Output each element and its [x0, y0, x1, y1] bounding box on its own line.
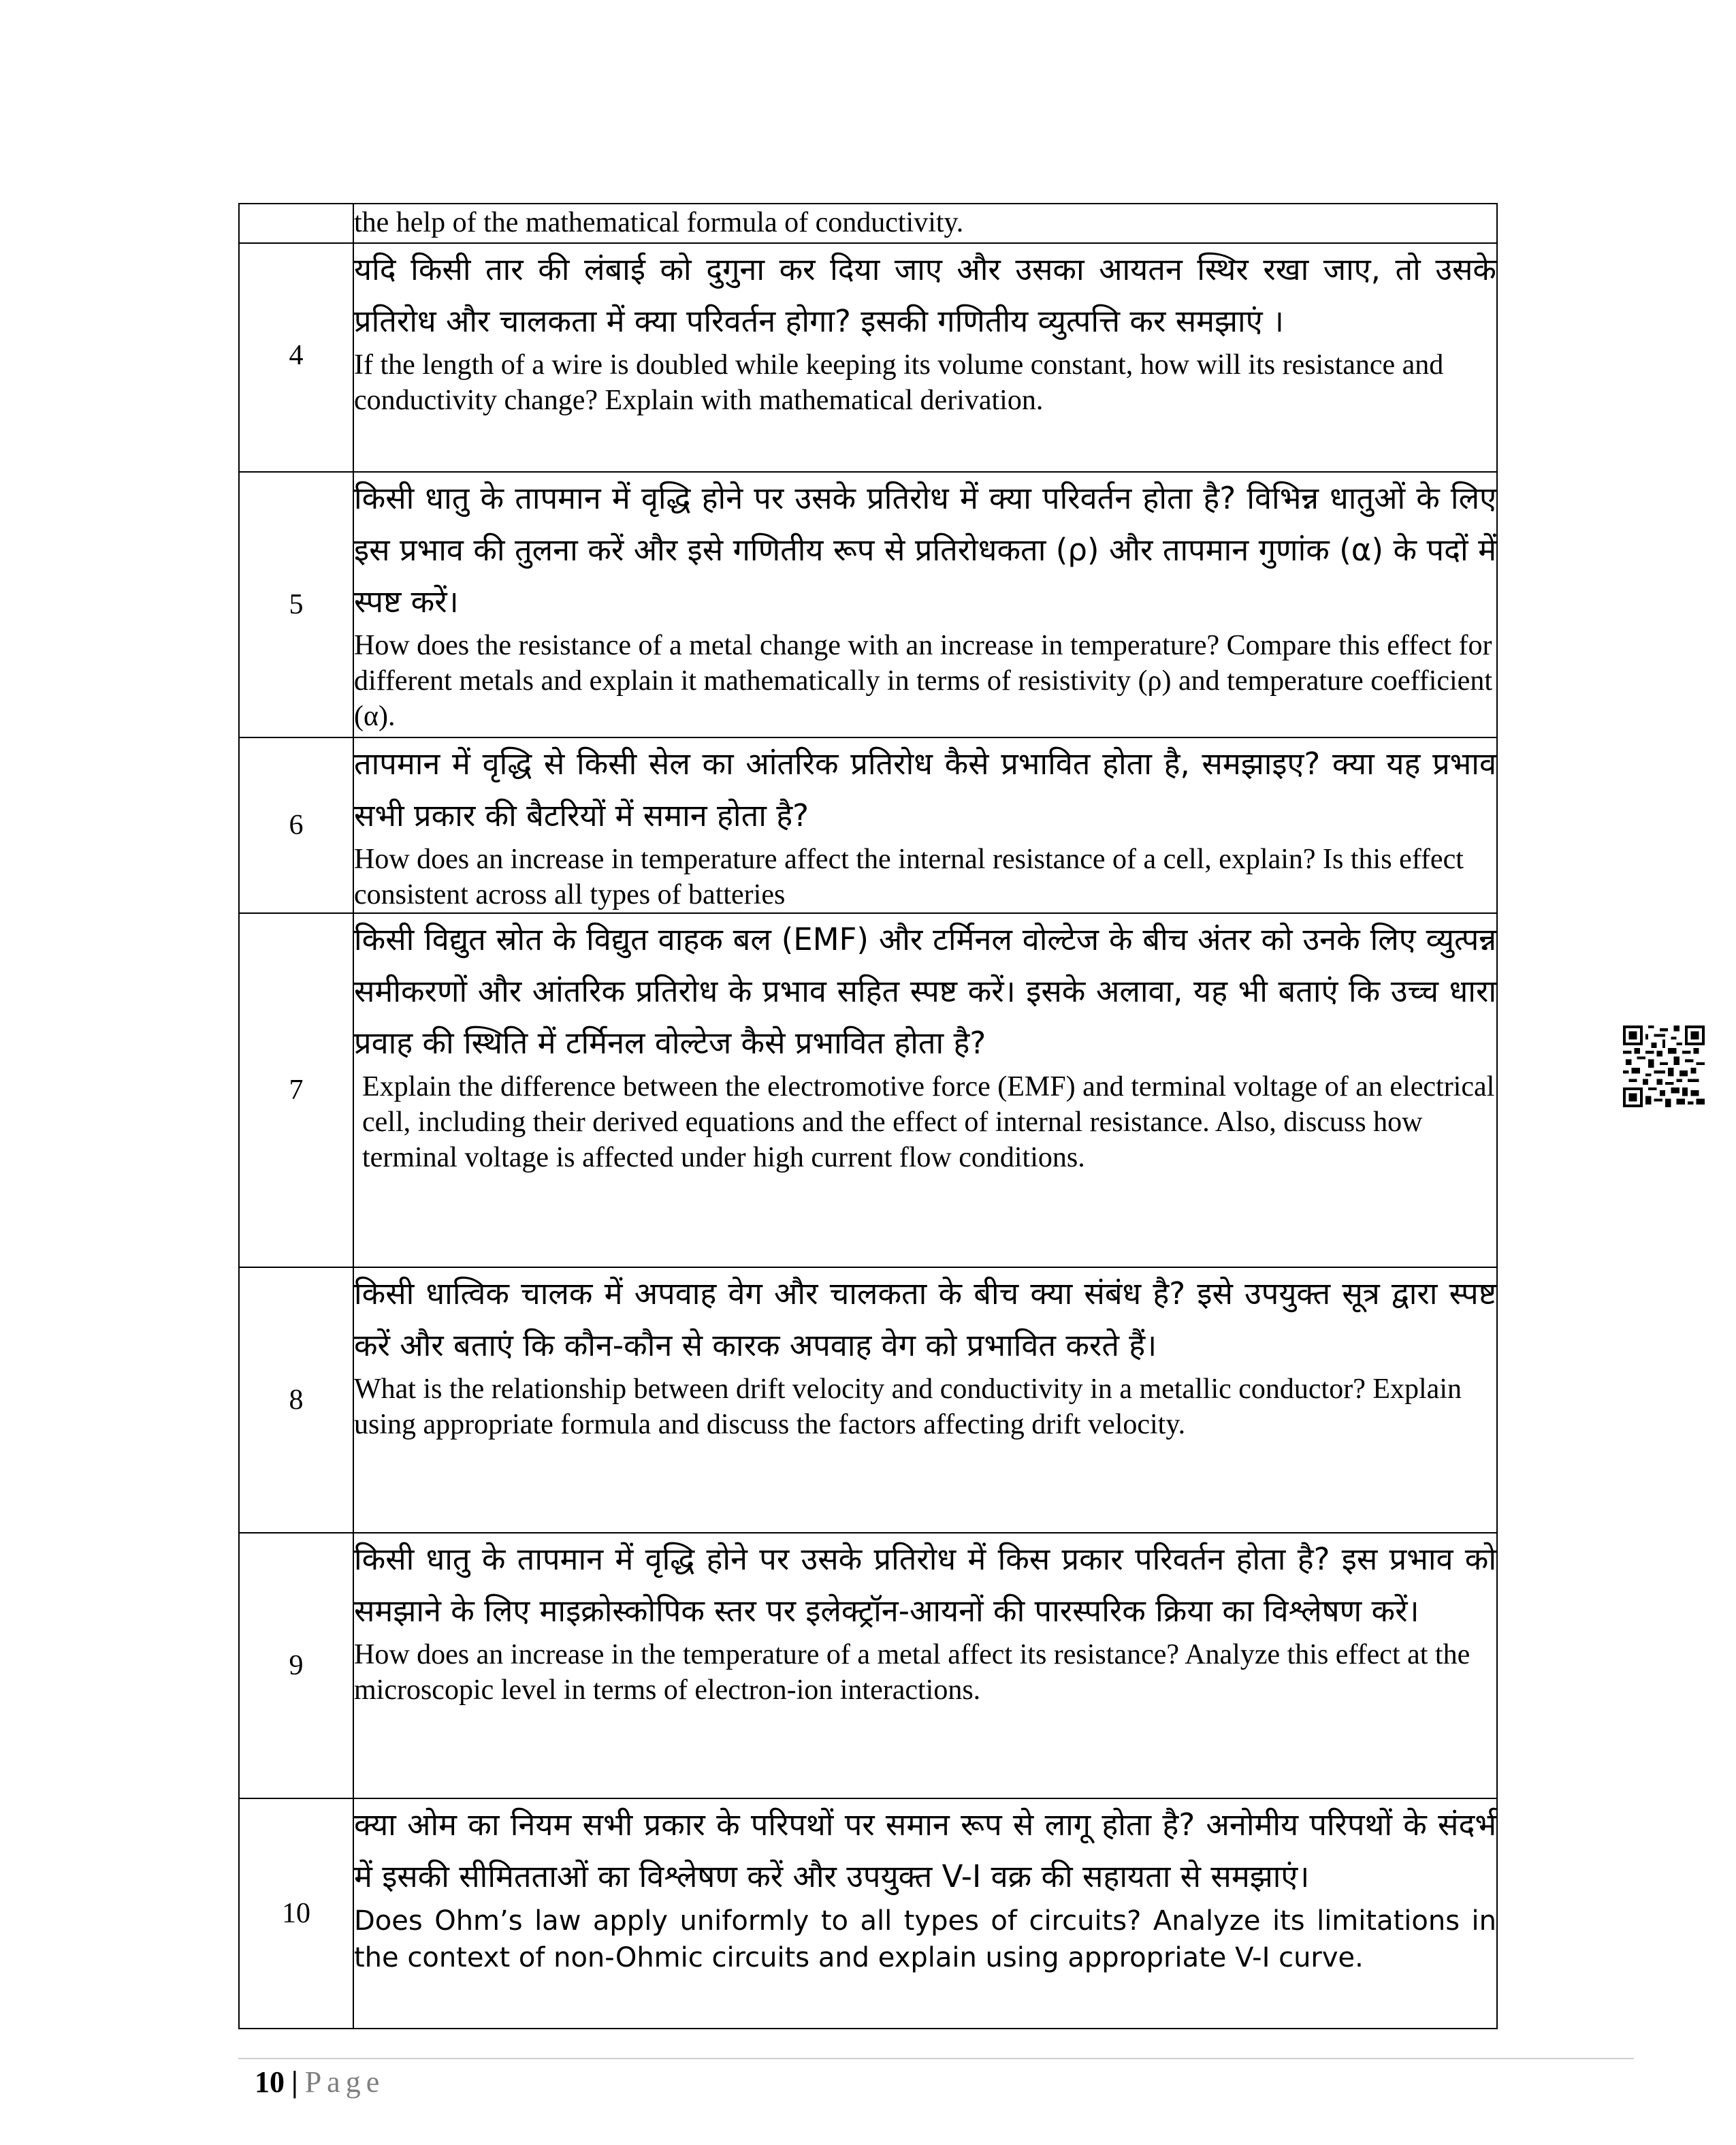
question-number: 6	[239, 737, 353, 913]
question-english: What is the relationship between drift velocity and conductivity in a metallic conductor? Explain using appropriate formula and discuss the factors affecting drift velocity.	[354, 1373, 1462, 1440]
table-row	[239, 1798, 1497, 2029]
question-hindi: तापमान में वृद्धि से किसी सेल का आंतरिक प्रतिरोध कैसे प्रभावित होता है, समझाइए? क्या यह प्रभाव सभी प्रकार की बैटरियों में समान होता है?	[354, 746, 1496, 833]
question-number	[239, 204, 353, 243]
question-hindi: यदि किसी तार की लंबाई को दुगुना कर दिया जाए और उसका आयतन स्थिर रखा जाए, तो उसके प्रतिरोध और चालकता में क्या परिवर्तन होगा? इसकी गणितीय व्युत्पत्ति कर समझाएं ।	[354, 251, 1496, 339]
page-number: 10	[255, 2065, 285, 2099]
question-number: 8	[239, 1267, 353, 1533]
question-hindi: किसी धात्विक चालक में अपवाह वेग और चालकता के बीच क्या संबंध है? इसे उपयुक्त सूत्र द्वारा स्पष्ट करें और बताएं कि कौन-कौन से कारक अपवाह वेग को प्रभावित करते हैं।	[354, 1275, 1496, 1363]
question-number: 5	[239, 472, 353, 737]
question-content	[353, 1533, 1497, 1798]
question-hindi: किसी धातु के तापमान में वृद्धि होने पर उसके प्रतिरोध में क्या परिवर्तन होता है? विभिन्न धातुओं के लिए इस प्रभाव की तुलना करें और इसे गणितीय रूप से प्रतिरोधकता (ρ) और तापमान गुणांक (α) के पदों में स्पष्ट करें।	[354, 480, 1496, 620]
question-content	[353, 243, 1497, 472]
page-label: Page	[304, 2065, 385, 2099]
footer-divider	[238, 2058, 1634, 2059]
question-english: How does an increase in the temperature of a metal affect its resistance? Analyze this effect at the microscopic level in terms of electron-ion interactions.	[354, 1639, 1470, 1706]
table-row	[239, 1267, 1497, 1533]
question-content	[353, 204, 1497, 243]
question-hindi: किसी विद्युत स्रोत के विद्युत वाहक बल (EMF) और टर्मिनल वोल्टेज के बीच अंतर को उनके लिए व्युत्पन्न समीकरणों और आंतरिक प्रतिरोध के प्रभाव सहित स्पष्ट करें। इसके अलावा, यह भी बताएं कि उच्च धारा प्रवाह की स्थिति में टर्मिनल वोल्टेज कैसे प्रभावित होता है?	[354, 921, 1496, 1061]
table-row	[239, 472, 1497, 737]
footer-separator: |	[291, 2065, 298, 2099]
question-content	[353, 472, 1497, 737]
table-row	[239, 243, 1497, 472]
question-number: 9	[239, 1533, 353, 1798]
table-row	[239, 737, 1497, 913]
question-number: 4	[239, 243, 353, 472]
question-hindi: क्या ओम का नियम सभी प्रकार के परिपथों पर समान रूप से लागू होता है? अनोमीय परिपथों के संदर्भ में इसकी सीमितताओं का विश्लेषण करें और उपयुक्त V-I वक्र की सहायता से समझाएं।	[354, 1807, 1496, 1894]
question-number: 10	[239, 1798, 353, 2029]
question-content	[353, 1267, 1497, 1533]
table-row	[239, 1533, 1497, 1798]
page-footer	[255, 2065, 385, 2099]
question-english: How does the resistance of a metal change with an increase in temperature? Compare this effect for different metals and explain it mathematically in terms of resistivity (ρ) and temperature coefficient (α).	[354, 630, 1492, 732]
question-english: the help of the mathematical formula of conductivity.	[354, 207, 964, 238]
question-english: How does an increase in temperature affect the internal resistance of a cell, explain? Is this effect consistent across all types of batteries	[354, 844, 1464, 910]
question-content	[353, 913, 1497, 1267]
question-content	[353, 737, 1497, 913]
table-row	[239, 913, 1497, 1267]
question-number: 7	[239, 913, 353, 1267]
question-hindi: किसी धातु के तापमान में वृद्धि होने पर उसके प्रतिरोध में किस प्रकार परिवर्तन होता है? इस प्रभाव को समझाने के लिए माइक्रोस्कोपिक स्तर पर इलेक्ट्रॉन-आयनों की पारस्परिक क्रिया का विश्लेषण करें।	[354, 1541, 1496, 1629]
question-english: If the length of a wire is doubled while keeping its volume constant, how will its resistance and conductivity change? Explain with mathematical derivation.	[354, 349, 1444, 416]
questions-table	[238, 203, 1498, 2029]
table-row	[239, 204, 1497, 243]
qr-code-icon	[1623, 1026, 1705, 1107]
question-english: Does Ohm’s law apply uniformly to all types of circuits? Analyze its limitations in the context of non-Ohmic circuits and explain using appropriate V-I curve.	[354, 1905, 1496, 1973]
question-english: Explain the difference between the electromotive force (EMF) and terminal voltage of an electrical cell, including their derived equations and the effect of internal resistance. Also, discuss how terminal voltage is affected under high current flow conditions.	[362, 1071, 1495, 1173]
question-content	[353, 1798, 1497, 2029]
